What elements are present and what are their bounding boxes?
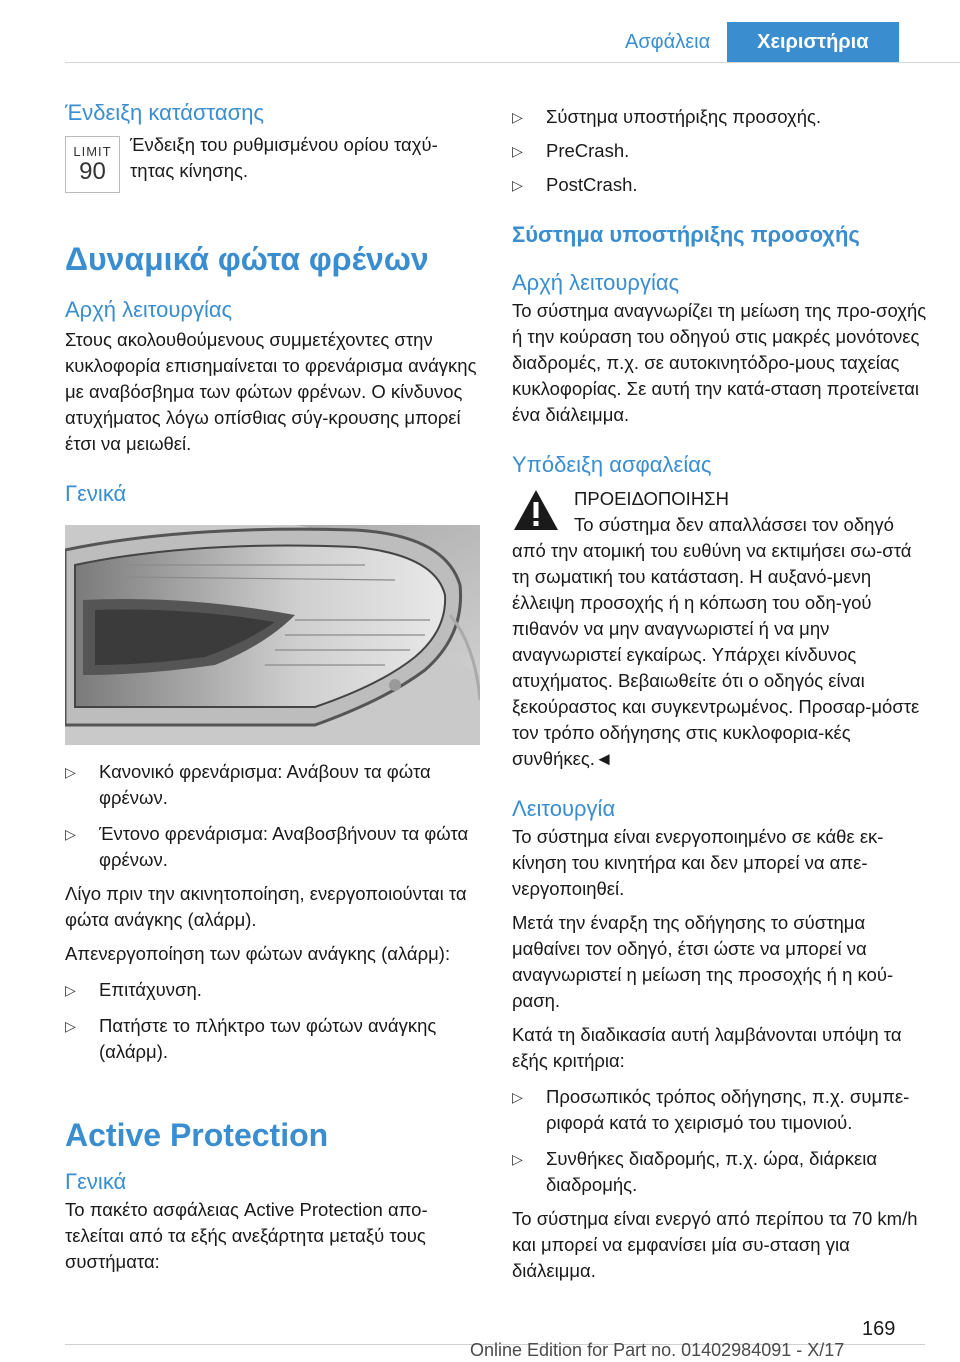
deactivate-list <box>65 977 480 1065</box>
warning-text: Το σύστημα δεν απαλλάσσει τον οδηγό από την ατομική του ευθύνη να εκτιμήσει σω-στά τη σωματική του κατάσταση. Η αυξανό-μενη έλλειψη προσοχής ή η κόπωση του οδη-γού πιθανόν να μην αναγνωριστεί ή να μην αναγνωριστεί εγκαίρως. Υπάρχει κίνδυνος ατυχήματος. Βεβαιωθείτε ότι ο οδηγός είναι ξεκούραστος και συγκεντρωμένος. Προσαρ-μόστε τον τρόπο οδήγησης στις κυκλοφορια-κές συνθήκες.◄ <box>512 514 920 769</box>
list-item: ▷ PreCrash. <box>512 138 927 164</box>
list-item: ▷ Σύστημα υποστήριξης προσοχής. <box>512 104 927 130</box>
edition-text: Online Edition for Part no. 01402984091 - X/17 <box>470 1340 845 1360</box>
list-item: ▷ Επιτάχυνση. <box>65 977 480 1003</box>
list-item: ▷ Πατήστε το πλήκτρο των φώτων ανάγκης (αλάρμ). <box>65 1013 480 1065</box>
speed-limit-icon <box>65 136 120 193</box>
header-divider <box>65 62 960 63</box>
status-row <box>65 132 480 193</box>
principle-heading-left: Αρχή λειτουργίας <box>65 297 233 322</box>
general-heading: Γενικά <box>65 481 127 506</box>
dynamic-brake-title: Δυναμικά φώτα φρένων <box>65 241 429 277</box>
list-item: ▷ PostCrash. <box>512 172 927 198</box>
brake-light-photo <box>65 525 480 745</box>
warning-label: ΠΡΟΕΙΔΟΠΟΙΗΣΗ <box>574 488 729 509</box>
function-text-1: Το σύστημα είναι ενεργοποιημένο σε κάθε εκ-κίνηση του κινητήρα και δεν μπορεί να απε-νεργοποιηθεί. <box>512 826 884 899</box>
status-text: Ένδειξη του ρυθμισμένου ορίου ταχύ-τητας κίνησης. <box>130 134 438 181</box>
active-protection-title: Active Protection <box>65 1117 329 1153</box>
criteria-list <box>512 1084 927 1198</box>
speed-limit-value: 90 <box>79 158 106 185</box>
principle-text-right: Το σύστημα αναγνωρίζει τη μείωση της προ-σοχής ή την κούραση του οδηγού στις μακρές μονότονες διαδρομές, π.χ. σε αυτοκινητόδρο-μους ταχείας κυκλοφορίας. Σε αυτή την κατά-σταση προτείνεται ένα διάλειμμα. <box>512 300 927 425</box>
function-heading: Λειτουργία <box>512 796 616 821</box>
page-number: 169 <box>862 1318 896 1340</box>
list-item: ▷ Συνθήκες διαδρομής, π.χ. ώρα, διάρκεια διαδρομής. <box>512 1146 927 1198</box>
page-header <box>608 22 899 62</box>
active-speed-text: Το σύστημα είναι ενεργό από περίπου τα 70 km/h και μπορεί να εμφανίσει μία συ-σταση για διάλειμμα. <box>512 1208 918 1281</box>
list-item: ▷ Προσωπικός τρόπος οδήγησης, π.χ. συμπε-ριφορά κατά το χειρισμό του τιμονιού. <box>512 1084 927 1136</box>
right-column <box>512 98 927 1284</box>
left-column <box>65 98 480 1275</box>
warning-triangle-icon <box>512 488 560 532</box>
safety-heading: Υπόδειξη ασφαλείας <box>512 452 712 477</box>
header-active-tab[interactable]: Χειριστήρια <box>727 22 898 62</box>
general2-heading: Γενικά <box>65 1169 127 1194</box>
principle-heading-right: Αρχή λειτουργίας <box>512 270 680 295</box>
list-item: ▷ Κανονικό φρενάρισμα: Ανάβουν τα φώτα φρένων. <box>65 759 480 811</box>
header-section-tab[interactable]: Ασφάλεια <box>625 31 711 53</box>
function-text-3: Κατά τη διαδικασία αυτή λαμβάνονται υπόψη τα εξής κριτήρια: <box>512 1024 902 1071</box>
systems-list <box>512 104 927 198</box>
hazard-text: Λίγο πριν την ακινητοποίηση, ενεργοποιούνται τα φώτα ανάγκης (αλάρμ). <box>65 883 467 930</box>
function-text-2: Μετά την έναρξη της οδήγησης το σύστημα μαθαίνει τον οδηγό, έτσι ώστε να μπορεί να αναγνωριστεί η μείωση της προσοχής ή η κού-ραση. <box>512 912 894 1011</box>
brake-list <box>65 759 480 873</box>
tail-light-image <box>65 525 480 745</box>
speed-limit-label: LIMIT <box>73 144 112 159</box>
status-heading: Ένδειξη κατάστασης <box>65 100 265 125</box>
principle-text-left: Στους ακολουθούμενους συμμετέχοντες στην κυκλοφορία επισημαίνεται το φρενάρισμα ανάγκης με αναβόσβημα των φώτων φρένων. Ο κίνδυνος ατυχήματος λόγω οπίσθιας σύγ-κρουσης μπορεί έτσι να μειωθεί. <box>65 329 477 454</box>
attention-title: Σύστημα υποστήριξης προσοχής <box>512 222 860 247</box>
list-item: ▷ Έντονο φρενάρισμα: Αναβοσβήνουν τα φώτα φρένων. <box>65 821 480 873</box>
deactivate-text: Απενεργοποίηση των φώτων ανάγκης (αλάρμ): <box>65 943 451 964</box>
active-protection-text: Το πακέτο ασφάλειας Active Protection απο-τελείται από τα εξής ανεξάρτητα μεταξύ τους συστήματα: <box>65 1199 428 1272</box>
